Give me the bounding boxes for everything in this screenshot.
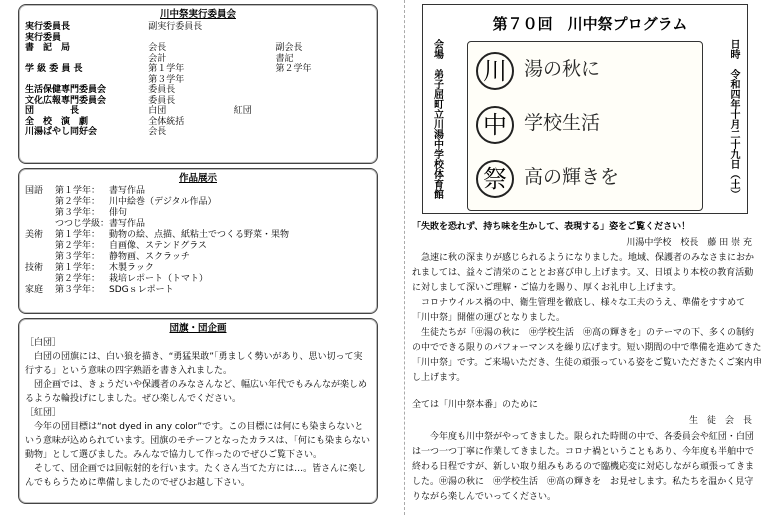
exhibit-grade: 第１学年：	[55, 186, 101, 197]
exhibit-row	[25, 274, 371, 285]
margin-guide	[404, 0, 410, 515]
committee-row	[25, 106, 371, 117]
flags-paragraph: 団企画では、きょうだいや保護者のみなさんなど、幅広い年代でもみんなが楽しめるような輪投げにしました。ぜひ楽しんでください。	[25, 380, 368, 405]
exhibit-row	[25, 252, 371, 263]
greeting-heading: 「失敗を恐れず、持ち味を生かして、表現する」姿をご覧ください！	[412, 222, 691, 232]
exhibit-row	[25, 208, 371, 219]
exhibit-grade: 第３学年：	[55, 208, 101, 219]
exhibit-grade: 第２学年：	[55, 274, 101, 285]
committee-box	[18, 4, 378, 164]
exhibit-grade: 第３学年：	[55, 252, 101, 263]
exhibit-subject: 美術	[25, 230, 44, 241]
committee-c1: 書 記 局	[25, 43, 71, 54]
flags-paragraph: 白団の団旗には、白い狼を描き、“勇猛果敢”「勇ましく勢いがあり、思い切って実行する」という意味の四字熟語を書き入れました。	[25, 352, 363, 377]
committee-row	[25, 22, 371, 33]
greeting-paragraph: コロナウイルス禍の中、衛生管理を徹底し、様々な工夫のうえ、準備をすすめて「川中祭」開催の運びとなりました。	[412, 298, 746, 323]
slogan-line-3: 高の輝きを	[524, 166, 620, 188]
committee-c3: 紅団	[233, 106, 252, 117]
exhibit-row	[25, 186, 371, 197]
committee-title: 川中祭実行委員会	[159, 9, 236, 20]
committee-row	[25, 75, 371, 86]
committee-c1: 生活保健専門委員会	[25, 85, 107, 96]
committee-c1: 実行委員長	[25, 22, 71, 33]
student-signature: 生 徒 会 長	[688, 416, 752, 426]
committee-row	[25, 85, 371, 96]
exhibit-subject: 国語	[25, 186, 44, 197]
exhibit-subject: 家庭	[25, 285, 44, 296]
flags-paragraph: そして、団企画では回転射的を行います。たくさん当てた方には…。皆さんに楽しんでもらうために準備しましたのでぜひお越し下さい。	[25, 464, 367, 489]
exhibit-grade: 第２学年：	[55, 197, 101, 208]
greeting-body	[412, 251, 762, 386]
exhibit-work: 川中絵巻（デジタル作品）	[109, 197, 217, 208]
committee-c2: 白団	[148, 106, 167, 117]
committee-c2: 委員長	[148, 95, 176, 106]
committee-list	[25, 22, 371, 138]
greeting-paragraph: 急速に秋の深まりが感じられるようになりました。地域、保護者のみなさまにおかれましては、益々ご清栄のこととお喜び申し上げます。又、日頃より本校の教育活動に対しまして深いご理解・ご協力を賜り、厚くお礼申し上げます。	[412, 253, 755, 293]
program-header	[422, 4, 748, 214]
exhibit-row	[25, 219, 371, 230]
principal-signature: 川湯中学校 校長 藤 田 崇 充	[626, 238, 752, 248]
exhibit-work: SDGｓレポート	[109, 285, 174, 296]
flags-paragraph: ［紅団］	[25, 408, 62, 419]
committee-c2: 全体統括	[148, 116, 185, 127]
exhibit-work: 栽培レポート（トマト）	[109, 274, 209, 285]
slogan-char-3: 祭	[476, 160, 514, 198]
committee-row	[25, 64, 371, 75]
exhibit-row	[25, 230, 371, 241]
flags-box	[18, 318, 378, 504]
exhibit-work: 俳句	[109, 208, 128, 219]
flags-body	[25, 336, 371, 490]
program-date: 日時 令和四年十月二十九日（土）	[728, 39, 739, 199]
exhibit-grade: 第１学年：	[55, 230, 101, 241]
committee-c2: 会長	[148, 127, 167, 138]
committee-row	[25, 96, 371, 107]
flags-paragraph: ［白団］	[25, 338, 62, 349]
exhibit-grade: 第３学年：	[55, 285, 101, 296]
exhibit-row	[25, 241, 371, 252]
committee-c4: 第２学年	[275, 64, 312, 75]
committee-c1: 団 長	[25, 106, 80, 117]
committee-row	[25, 43, 371, 54]
committee-row	[25, 117, 371, 128]
committee-c2: 副実行委員長	[148, 22, 203, 33]
committee-c1: 全 校 演 劇	[25, 116, 89, 127]
exhibit-title: 作品展示	[178, 173, 217, 184]
exhibit-row	[25, 263, 371, 274]
committee-row	[25, 127, 371, 138]
committee-c4: 書記	[275, 53, 294, 64]
slogan-poster	[467, 41, 703, 211]
committee-c2: 第３学年	[148, 74, 185, 85]
committee-row	[25, 33, 371, 44]
slogan-line-2: 学校生活	[524, 112, 601, 134]
program-venue: 会場 弟子屈町立川湯中学校体育館	[431, 39, 443, 199]
committee-c2: 会長	[148, 43, 167, 54]
exhibit-list	[25, 186, 371, 296]
exhibit-work: 自画像、ステンドグラス	[109, 241, 207, 252]
committee-row	[25, 54, 371, 65]
student-body: 今年度も川中祭がやってきました。限られた時間の中で、各委員会や紅団・白団は一つ一つ丁寧に作業してきました。コロナ禍ということもあり、今年度も半舶中で終わる日程ですが、新しい取り組みもあるので臨機応変に対応しながら頑張ってきました。㊥湯の秋に ㊥学校生活 ㊥高の輝きを お見せします。私たちを温かく見守りながら楽しんでいってください。	[412, 432, 755, 502]
committee-c1: 実行委員	[25, 32, 62, 43]
slogan-char-1: 川	[476, 52, 514, 90]
exhibit-work: 書写作品	[109, 186, 146, 197]
exhibit-row	[25, 285, 371, 296]
exhibit-grade: 第２学年：	[55, 241, 101, 252]
exhibit-work: 木製ラック	[109, 263, 154, 274]
exhibit-work: 書写作品	[109, 219, 146, 230]
exhibit-subject: 技術	[25, 263, 44, 274]
committee-c2: 委員長	[148, 85, 176, 96]
slogan-char-2: 中	[476, 106, 514, 144]
exhibit-row	[25, 197, 371, 208]
flags-title: 団旗・団企画	[169, 323, 227, 334]
committee-c1: 川湯ぱやし同好会	[25, 127, 98, 138]
exhibit-grade: つつじ学級：	[55, 219, 110, 230]
exhibit-work: 静物画、スクラッチ	[109, 252, 190, 263]
committee-c1: 学 級 委 員 長	[25, 64, 83, 75]
program-title: 第７０回 川中祭プログラム	[492, 15, 688, 33]
committee-c2: 第１学年	[148, 64, 185, 75]
committee-c2: 会計	[148, 53, 167, 64]
exhibit-box	[18, 168, 378, 314]
greeting-paragraph: 生徒たちが「㊥湯の秋に ㊥学校生活 ㊥高の輝きを」のテーマの下、多くの制約の中でできる限りのパフォーマンスを繰り広げます。短い期間の中で準備を進めてきた「川中祭」です。ご来場いただき、生徒の頑張っている姿をご覧いただきたくご案内申し上げます。	[412, 328, 762, 383]
flags-paragraph: 今年の団目標は“not dyed in any color”です。この目標には何にも染まらないという意味が込められています。団旗のモチーフとなったカラスは、「何にも染まらない動物」として選びました。みんなで協力して作ったのでぜひご覧下さい。	[25, 422, 371, 461]
committee-c1: 文化広報専門委員会	[25, 95, 107, 106]
slogan-line-1: 湯の秋に	[524, 58, 601, 80]
student-heading: 全ては「川中祭本番」のために	[412, 400, 539, 410]
committee-c4: 副会長	[275, 43, 303, 54]
exhibit-work: 動物の絵、点描、紙粘土でつくる野菜・果物	[109, 230, 290, 241]
exhibit-grade: 第１学年：	[55, 263, 101, 274]
